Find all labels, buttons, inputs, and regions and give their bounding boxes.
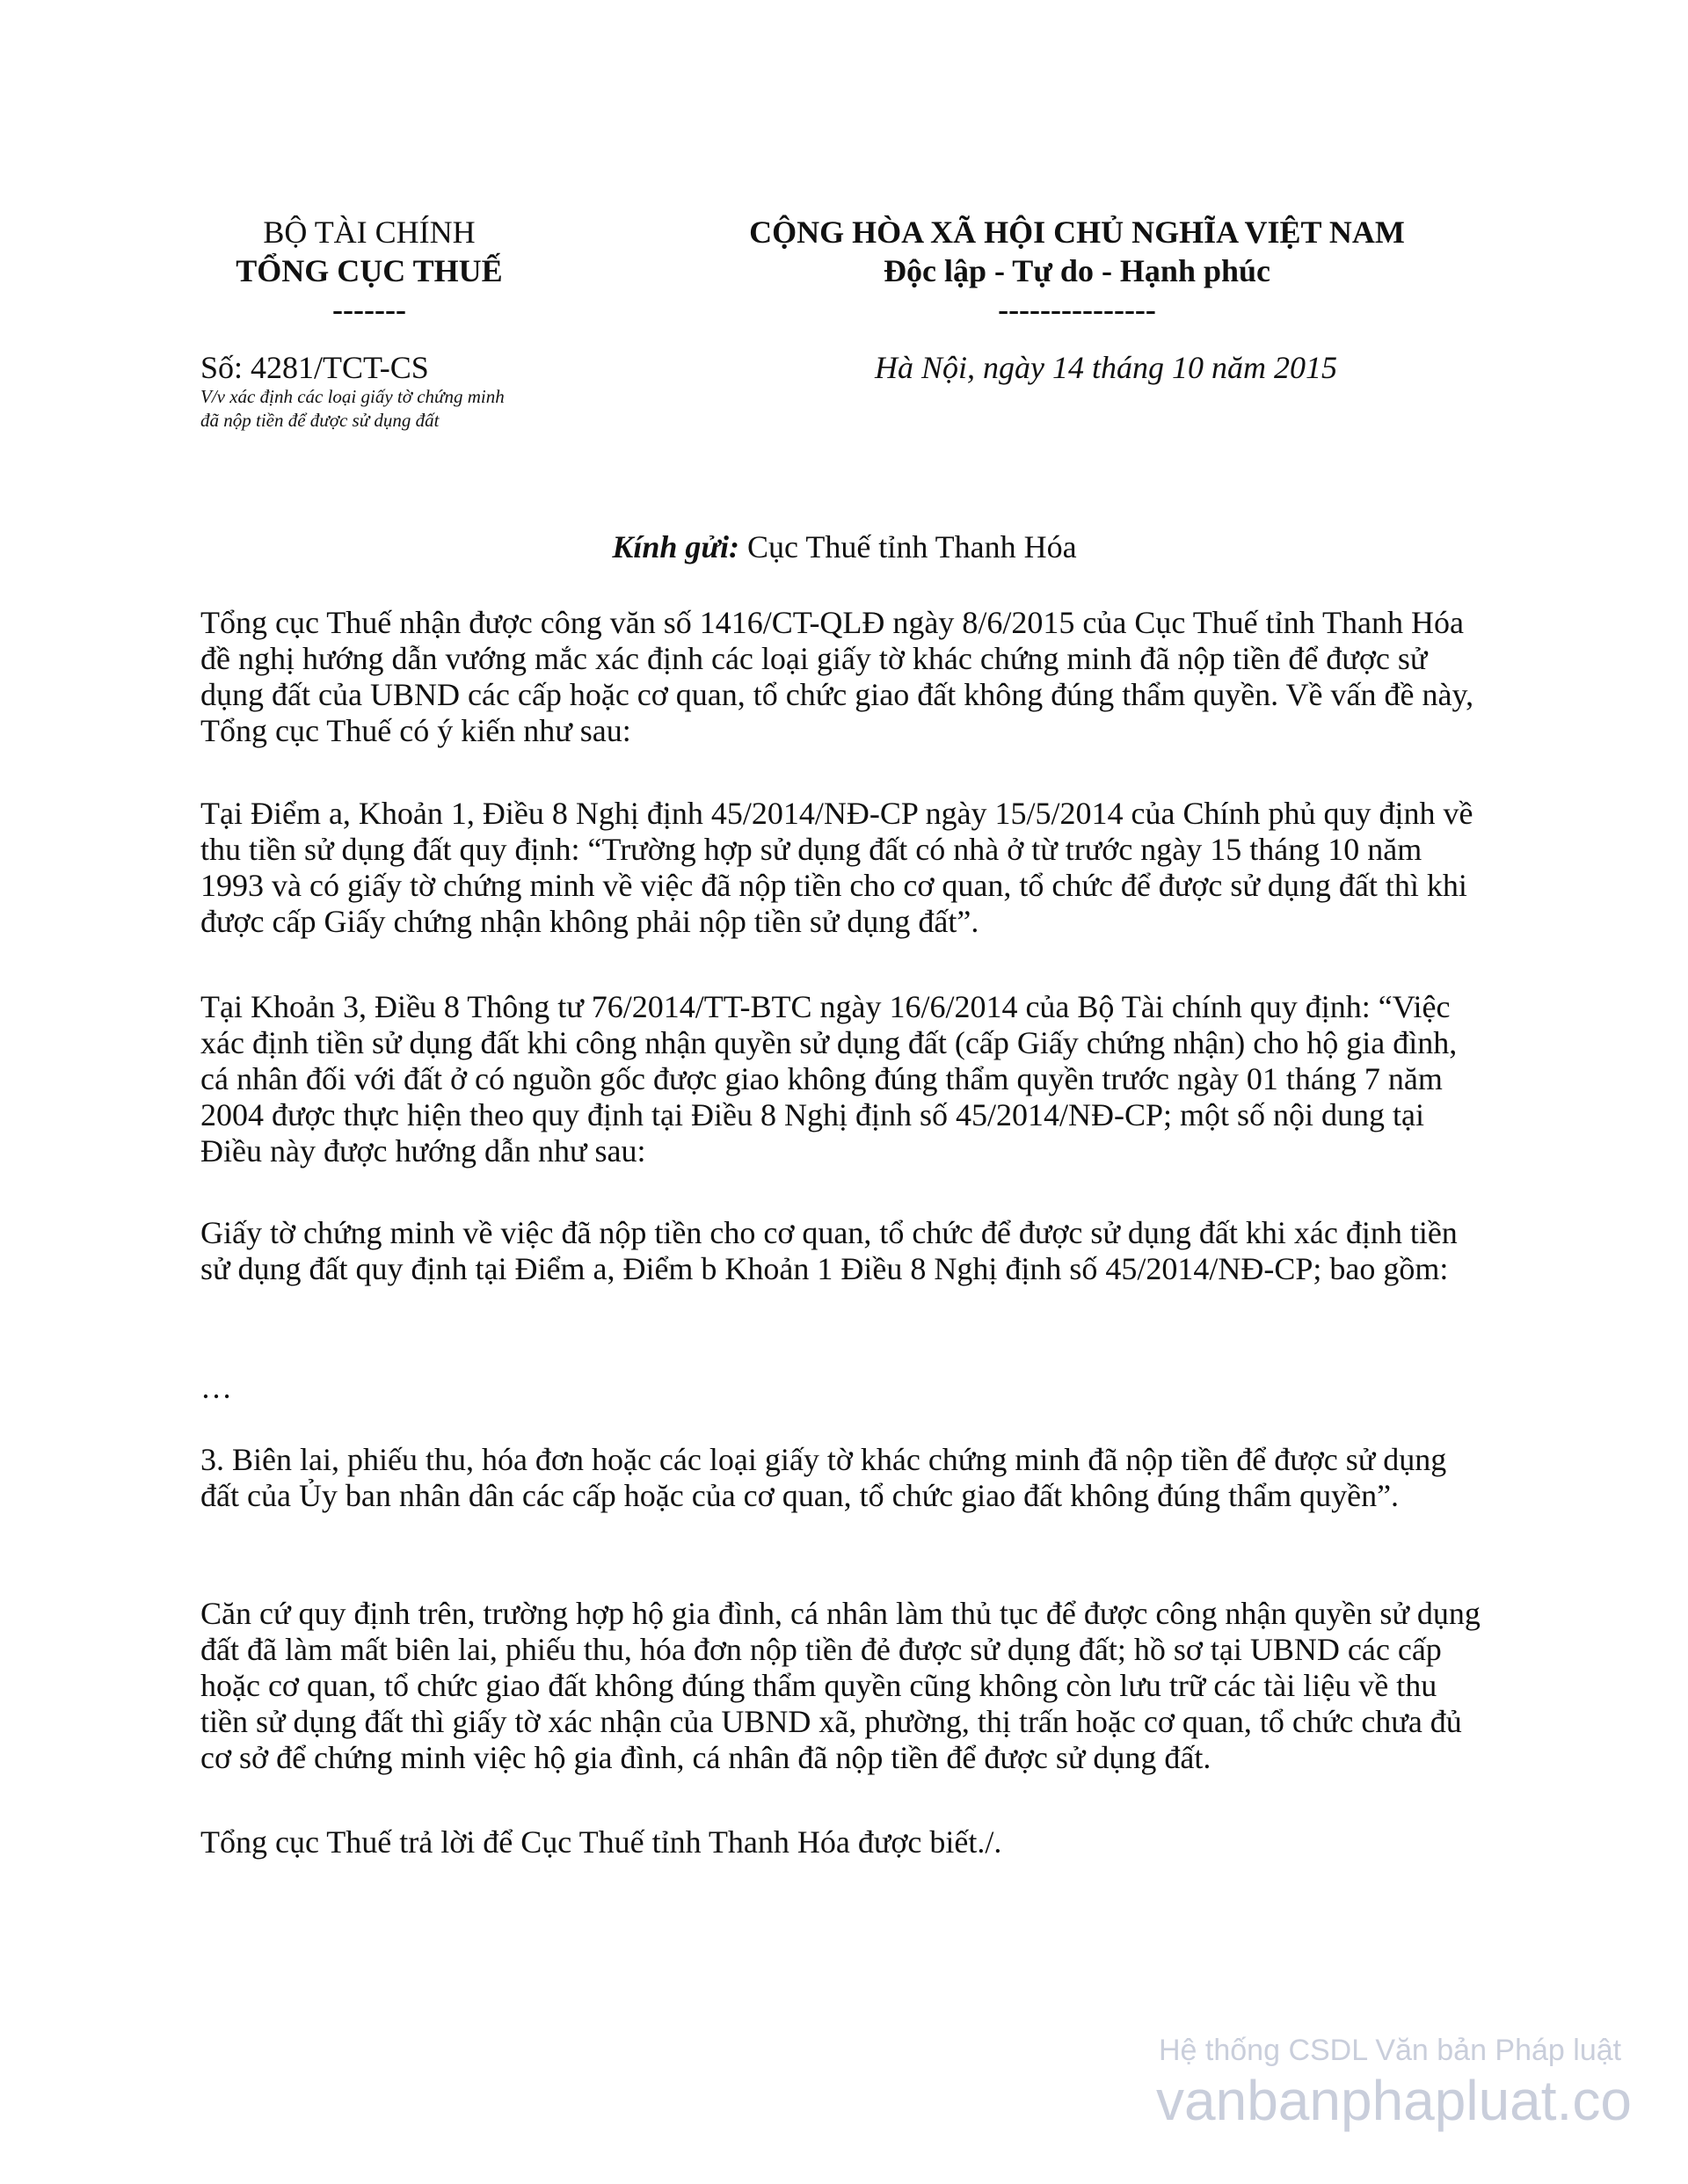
body-paragraph-2: Tại Điểm a, Khoản 1, Điều 8 Nghị định 45/2014/NĐ-CP ngày 15/5/2014 của Chính phủ quy định về thu tiền sử dụng đất quy định: “Trường hợp sử dụng đất có nhà ở từ trước ngày 15 tháng 10 năm 1993 và có giấy tờ chứng minh về việc đã nộp tiền cho cơ quan, tổ chức để được sử dụng đất thì khi được cấp Giấy chứng nhận không phải nộp tiền sử dụng đất”.: [200, 796, 1473, 939]
place-date: Hà Nội, ngày 14 tháng 10 năm 2015: [875, 350, 1337, 385]
body-paragraph-5: 3. Biên lai, phiếu thu, hóa đơn hoặc các loại giấy tờ khác chứng minh đã nộp tiền để được sử dụng đất của Ủy ban nhân dân các cấp hoặc của cơ quan, tổ chức giao đất không đúng thẩm quyền”.: [200, 1442, 1447, 1513]
watermark-title: Hệ thống CSDL Văn bản Pháp luật: [1159, 2034, 1622, 2067]
body-paragraph-6: Căn cứ quy định trên, trường hợp hộ gia đình, cá nhân làm thủ tục để được công nhận quyền sử dụng đất đã làm mất biên lai, phiếu thu, hóa đơn nộp tiền đẻ được sử dụng đất; hồ sơ tại UBND các cấp hoặc cơ quan, tổ chức giao đất không đúng thẩm quyền cũng không còn lưu trữ các tài liệu về thu tiền sử dụng đất thì giấy tờ xác nhận của UBND xã, phường, thị trấn hoặc cơ quan, tổ chức chưa đủ cơ sở để chứng minh việc hộ gia đình, cá nhân đã nộp tiền để được sử dụng đất.: [200, 1596, 1481, 1775]
recipient-label: Kính gửi:: [612, 529, 739, 564]
left-divider: -------: [332, 292, 406, 327]
department-name: TỔNG CỤC THUẾ: [236, 253, 503, 288]
recipient-name: Cục Thuế tỉnh Thanh Hóa: [739, 529, 1077, 564]
subject-line-1: V/v xác định các loại giấy tờ chứng minh: [200, 386, 505, 407]
country-name: CỘNG HÒA XÃ HỘI CHỦ NGHĨA VIỆT NAM: [749, 215, 1405, 250]
national-motto: Độc lập - Tự do - Hạnh phúc: [883, 253, 1271, 288]
national-header: [598, 213, 1556, 329]
body-paragraph-3: Tại Khoản 3, Điều 8 Thông tư 76/2014/TT-BTC ngày 16/6/2014 của Bộ Tài chính quy định: “Việc xác định tiền sử dụng đất khi công nhận quyền sử dụng đất (cấp Giấy chứng nhận) cho hộ gia đình, cá nhân đối với đất ở có nguồn gốc được giao không đúng thẩm quyền trước ngày 01 tháng 7 năm 2004 được thực hiện theo quy định tại Điều 8 Nghị định số 45/2014/NĐ-CP; một số nội dung tại Điều này được hướng dẫn như sau:: [200, 989, 1458, 1168]
watermark-site: vanbanphapluat.co: [1156, 2069, 1632, 2132]
body-paragraph-4: Giấy tờ chứng minh về việc đã nộp tiền cho cơ quan, tổ chức để được sử dụng đất khi xác định tiền sử dụng đất quy định tại Điểm a, Điểm b Khoản 1 Điều 8 Nghị định số 45/2014/NĐ-CP; bao gồm:: [200, 1215, 1458, 1286]
subject-block: [200, 385, 658, 433]
issuer-block: [185, 213, 554, 329]
body-paragraph-1: Tổng cục Thuế nhận được công văn số 1416/CT-QLĐ ngày 8/6/2015 của Cục Thuế tỉnh Thanh Hóa đề nghị hướng dẫn vướng mắc xác định các loại giấy tờ khác chứng minh đã nộp tiền để được sử dụng đất của UBND các cấp hoặc cơ quan, tổ chức giao đất không đúng thẩm quyền. Về vấn đề này, Tổng cục Thuế có ý kiến như sau:: [200, 605, 1474, 748]
right-divider: ---------------: [998, 292, 1156, 327]
recipient-line: [200, 528, 1488, 566]
body-paragraph-7: Tổng cục Thuế trả lời để Cục Thuế tỉnh Thanh Hóa được biết./.: [200, 1824, 1002, 1860]
body-ellipsis: …: [200, 1370, 232, 1405]
ministry-name: BỘ TÀI CHÍNH: [263, 215, 476, 250]
document-number: Số: 4281/TCT-CS: [200, 350, 429, 385]
subject-line-2: đã nộp tiền để được sử dụng đất: [200, 410, 440, 431]
